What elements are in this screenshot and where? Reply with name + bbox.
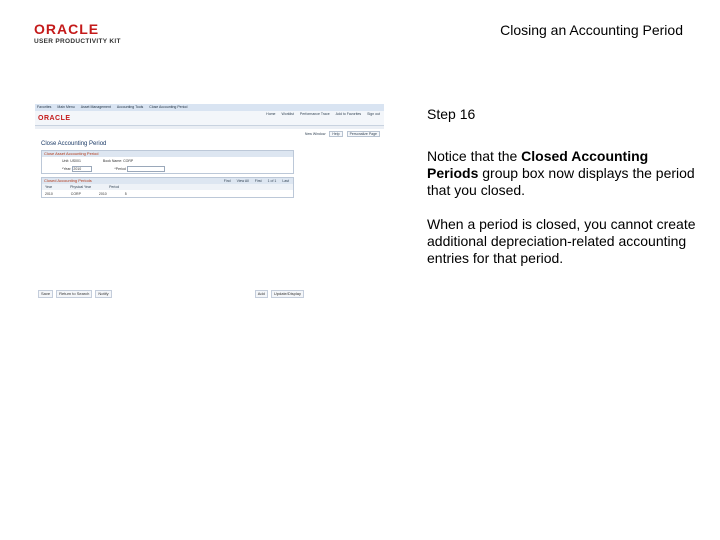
page-toolbar bbox=[35, 129, 384, 139]
personalize-page-link[interactable]: Personalize Page bbox=[347, 131, 380, 137]
unit-book-row bbox=[42, 157, 293, 165]
breadcrumb-item[interactable]: Asset Management bbox=[80, 105, 111, 109]
table-row bbox=[42, 190, 293, 197]
find-link[interactable]: Find bbox=[223, 179, 231, 183]
step-label: Step 16 bbox=[427, 106, 476, 122]
return-to-search-button[interactable]: Return to Search bbox=[56, 290, 92, 298]
column-physical-year: Physical Year bbox=[70, 185, 92, 189]
header-link[interactable]: Add to Favorites bbox=[335, 112, 362, 116]
cell-book: CORP bbox=[70, 191, 81, 196]
description-text: group box now displays the period that you closed. bbox=[427, 165, 695, 198]
first-link[interactable]: First bbox=[254, 179, 262, 183]
period-dropdown[interactable] bbox=[127, 166, 165, 172]
add-button[interactable]: Add bbox=[255, 290, 268, 298]
unit-label: Unit: bbox=[62, 159, 70, 163]
closed-periods-group bbox=[41, 177, 294, 198]
year-period-row bbox=[42, 165, 293, 173]
group-header: Close Asset Accounting Period bbox=[42, 151, 293, 157]
row-count: 1 of 1 bbox=[267, 179, 277, 183]
description-paragraph-2: When a period is closed, you cannot create additional depreciation-related accounting entries for that period. bbox=[427, 216, 696, 266]
new-window-link[interactable]: New Window bbox=[304, 132, 326, 136]
grid-navigation bbox=[224, 178, 293, 184]
app-header bbox=[35, 111, 384, 126]
application-screenshot bbox=[35, 104, 384, 302]
book-label: Book Name: bbox=[102, 159, 123, 163]
close-period-group bbox=[41, 150, 294, 174]
book-value: CORP bbox=[123, 159, 134, 163]
cell-year: 2010 bbox=[45, 191, 53, 196]
update-display-button[interactable]: Update/Display bbox=[271, 290, 304, 298]
view-all-link[interactable]: View All bbox=[236, 179, 249, 183]
page-title: Closing an Accounting Period bbox=[500, 22, 683, 38]
description-bold-term: Closed Accounting Periods bbox=[427, 148, 649, 181]
step-description bbox=[427, 148, 697, 284]
breadcrumb-item[interactable]: Favorites bbox=[37, 105, 52, 109]
header-link[interactable]: Performance Trace bbox=[299, 112, 330, 116]
breadcrumb-item[interactable]: Accounting Tools bbox=[116, 105, 144, 109]
breadcrumb-item[interactable]: Close Accounting Period bbox=[149, 105, 188, 109]
header-link[interactable]: Worklist bbox=[281, 112, 294, 116]
bottom-toolbar bbox=[38, 290, 384, 298]
column-period: Period bbox=[109, 185, 120, 189]
header-link[interactable]: Sign out bbox=[367, 112, 380, 116]
component-title: Close Accounting Period bbox=[41, 141, 107, 147]
header-links bbox=[266, 111, 380, 118]
help-link[interactable]: Help bbox=[329, 131, 342, 137]
app-logo: ORACLE bbox=[38, 115, 71, 122]
description-paragraph-1 bbox=[427, 148, 697, 199]
year-value: 2010 bbox=[73, 167, 82, 171]
period-label: *Period bbox=[114, 166, 126, 171]
cell-physical-year: 2010 bbox=[98, 191, 107, 196]
last-link[interactable]: Last bbox=[282, 179, 289, 183]
breadcrumb bbox=[35, 104, 384, 111]
logo-tagline: USER PRODUCTIVITY KIT bbox=[34, 38, 121, 45]
year-field[interactable] bbox=[72, 166, 92, 172]
unit-value: US001 bbox=[70, 159, 81, 163]
column-year: Year bbox=[45, 185, 53, 189]
description-text: Notice that the bbox=[427, 148, 522, 164]
oracle-upk-logo bbox=[34, 22, 130, 45]
cell-period: 5 bbox=[124, 191, 127, 196]
year-label: *Year: bbox=[62, 166, 72, 171]
notify-button[interactable]: Notify bbox=[95, 290, 111, 298]
oracle-wordmark: ORACLE bbox=[34, 21, 100, 37]
closed-periods-title: Closed Accounting Periods bbox=[44, 178, 92, 183]
save-button[interactable]: Save bbox=[38, 290, 53, 298]
breadcrumb-item[interactable]: Main Menu bbox=[57, 105, 75, 109]
header-link[interactable]: Home bbox=[266, 112, 276, 116]
